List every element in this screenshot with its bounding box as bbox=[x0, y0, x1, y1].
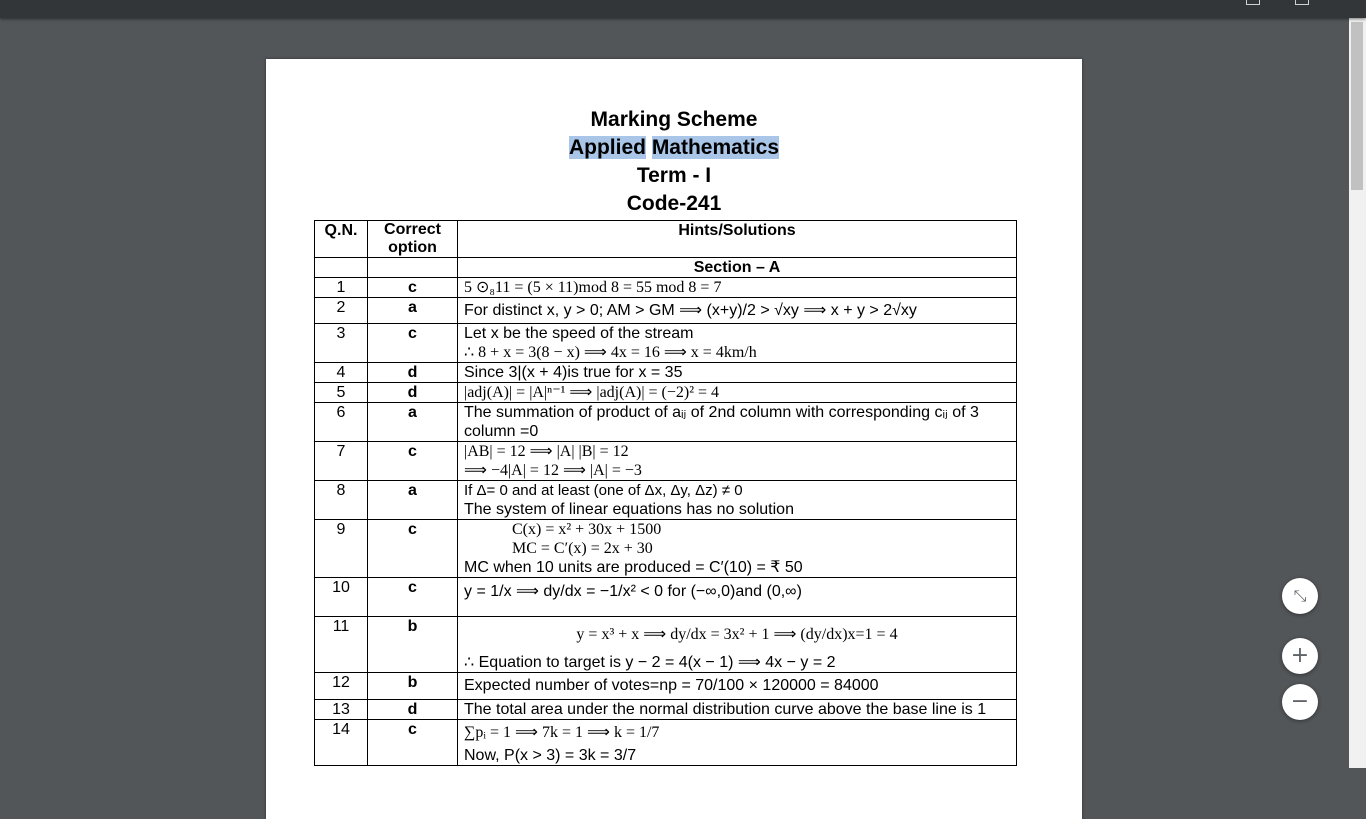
plus-icon: + bbox=[1290, 643, 1310, 668]
row-option: c bbox=[368, 442, 458, 481]
document-titles bbox=[266, 106, 1082, 218]
table-row bbox=[315, 720, 1017, 766]
download-icon[interactable] bbox=[1246, 0, 1260, 5]
table-row bbox=[315, 278, 1017, 298]
row-option: a bbox=[368, 298, 458, 324]
marking-table bbox=[314, 220, 1017, 766]
title-mathematics: Mathematics bbox=[651, 136, 780, 159]
title-subject bbox=[266, 134, 1082, 162]
title-marking-scheme: Marking Scheme bbox=[590, 108, 758, 131]
row-solution: Let x be the speed of the stream ∴ 8 + x = 3(8 − x) ⟹ 4x = 16 ⟹ x = 4km/h bbox=[458, 324, 1017, 363]
viewer-toolbar bbox=[0, 0, 1366, 18]
row-qn: 5 bbox=[315, 383, 368, 403]
row-qn: 14 bbox=[315, 720, 368, 766]
row-option: a bbox=[368, 481, 458, 520]
row-qn: 4 bbox=[315, 363, 368, 383]
row-qn: 1 bbox=[315, 278, 368, 298]
row-option: b bbox=[368, 673, 458, 700]
row-solution: y = 1/x ⟹ dy/dx = −1/x² < 0 for (−∞,0)and (0,∞) bbox=[458, 578, 1017, 617]
table-row bbox=[315, 481, 1017, 520]
row-solution: ∑pᵢ = 1 ⟹ 7k = 1 ⟹ k = 1/7 Now, P(x > 3) = 3k = 3/7 bbox=[458, 720, 1017, 766]
row-solution: The summation of product of aᵢⱼ of 2nd column with corresponding cᵢⱼ of 3 column =0 bbox=[458, 403, 1017, 442]
row-solution: If Δ= 0 and at least (one of Δx, Δy, Δz) ≠ 0 The system of linear equations has no solution bbox=[458, 481, 1017, 520]
row-option: c bbox=[368, 720, 458, 766]
row-qn: 12 bbox=[315, 673, 368, 700]
scrollbar-thumb[interactable] bbox=[1351, 22, 1363, 190]
pdf-page bbox=[266, 59, 1082, 819]
row-option: c bbox=[368, 520, 458, 578]
row-qn: 8 bbox=[315, 481, 368, 520]
row-option: a bbox=[368, 403, 458, 442]
minus-icon: − bbox=[1290, 689, 1310, 714]
fit-to-page-button[interactable] bbox=[1282, 578, 1318, 614]
title-code: Code-241 bbox=[626, 192, 722, 215]
title-term: Term - I bbox=[636, 164, 712, 187]
table-row bbox=[315, 383, 1017, 403]
zoom-out-button[interactable] bbox=[1282, 684, 1318, 720]
table-row bbox=[315, 520, 1017, 578]
row-solution: Since 3|(x + 4)is true for x = 35 bbox=[458, 363, 1017, 383]
row-solution: |adj(A)| = |A|ⁿ⁻¹ ⟹ |adj(A)| = (−2)² = 4 bbox=[458, 383, 1017, 403]
row-qn: 10 bbox=[315, 578, 368, 617]
table-row bbox=[315, 617, 1017, 673]
header-option: Correct option bbox=[368, 221, 458, 258]
row-solution: For distinct x, y > 0; AM > GM ⟹ (x+y)/2 > √xy ⟹ x + y > 2√xy bbox=[458, 298, 1017, 324]
row-solution: C(x) = x² + 30x + 1500 MC = C′(x) = 2x + 30 MC when 10 units are produced = C′(10) = ₹ 50 bbox=[458, 520, 1017, 578]
print-icon[interactable] bbox=[1295, 0, 1309, 5]
table-header-row bbox=[315, 221, 1017, 258]
row-solution: 5 ⊙₈11 = (5 × 11)mod 8 = 55 mod 8 = 7 bbox=[458, 278, 1017, 298]
table-row bbox=[315, 324, 1017, 363]
row-option: c bbox=[368, 278, 458, 298]
section-row bbox=[315, 258, 1017, 278]
fit-page-icon: ⤡ bbox=[1293, 586, 1307, 605]
title-applied: Applied bbox=[568, 136, 646, 159]
row-qn: 7 bbox=[315, 442, 368, 481]
table-row bbox=[315, 403, 1017, 442]
row-solution: y = x³ + x ⟹ dy/dx = 3x² + 1 ⟹ (dy/dx)x=1 = 4 ∴ Equation to target is y − 2 = 4(x − 1) ⟹ 4x − y = 2 bbox=[458, 617, 1017, 673]
table-row bbox=[315, 578, 1017, 617]
row-solution: The total area under the normal distribution curve above the base line is 1 bbox=[458, 700, 1017, 720]
row-qn: 3 bbox=[315, 324, 368, 363]
row-qn: 6 bbox=[315, 403, 368, 442]
table-row bbox=[315, 673, 1017, 700]
row-option: c bbox=[368, 324, 458, 363]
zoom-in-button[interactable] bbox=[1282, 638, 1318, 674]
table-row bbox=[315, 363, 1017, 383]
row-qn: 13 bbox=[315, 700, 368, 720]
row-option: b bbox=[368, 617, 458, 673]
table-row bbox=[315, 298, 1017, 324]
row-solution: |AB| = 12 ⟹ |A| |B| = 12 ⟹ −4|A| = 12 ⟹ |A| = −3 bbox=[458, 442, 1017, 481]
row-option: d bbox=[368, 363, 458, 383]
row-qn: 2 bbox=[315, 298, 368, 324]
header-qn: Q.N. bbox=[315, 221, 368, 258]
table-row bbox=[315, 700, 1017, 720]
row-qn: 11 bbox=[315, 617, 368, 673]
table-row bbox=[315, 442, 1017, 481]
row-option: c bbox=[368, 578, 458, 617]
row-qn: 9 bbox=[315, 520, 368, 578]
header-hints: Hints/Solutions bbox=[458, 221, 1017, 258]
row-option: d bbox=[368, 700, 458, 720]
row-option: d bbox=[368, 383, 458, 403]
section-a-label: Section – A bbox=[458, 258, 1017, 278]
row-solution: Expected number of votes=np = 70/100 × 120000 = 84000 bbox=[458, 673, 1017, 700]
